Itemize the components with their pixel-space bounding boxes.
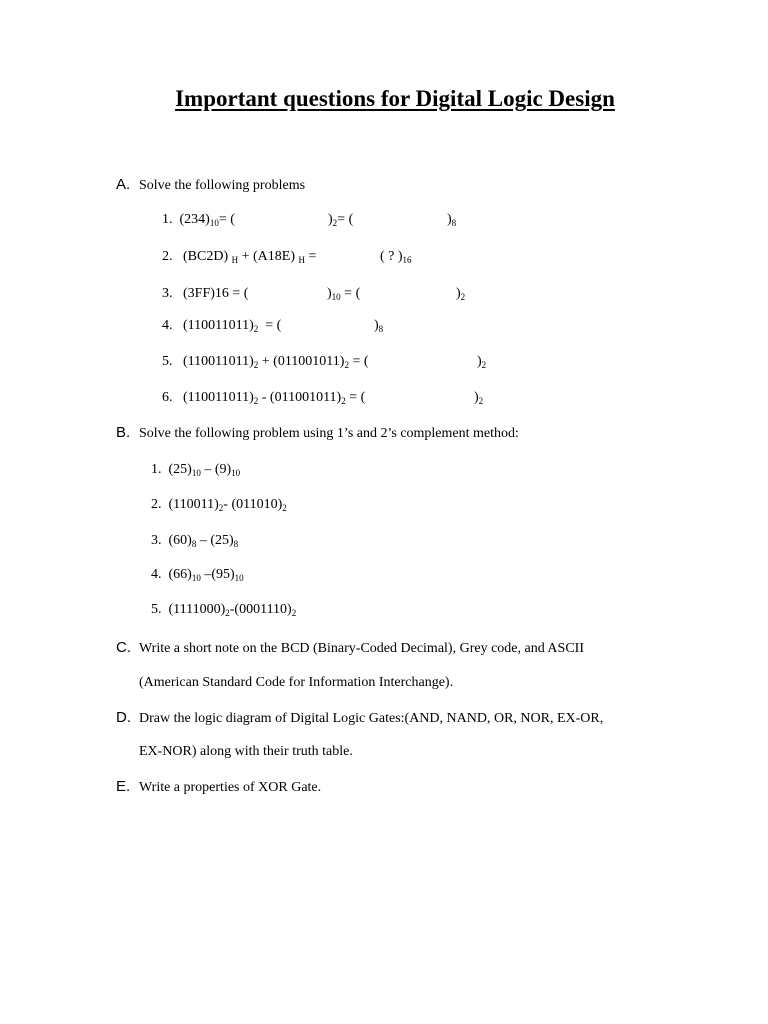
list-item: 2. $(110011)_2-$ $(011010)_2$ xyxy=(151,497,287,513)
section-d-letter: D. xyxy=(116,709,131,726)
list-item-answer-blank: )$_8$ xyxy=(374,318,384,334)
section-c-letter: C. xyxy=(116,639,131,656)
list-item: 5. $(110011011)_2 + (011001011)_2$ = ( xyxy=(162,354,369,370)
list-item: 6. $(110011011)_2 - (011001011)_2$ = ( xyxy=(162,390,366,406)
section-b-heading: Solve the following problem using 1’s and 2’s complement method: xyxy=(139,426,519,441)
list-item: 4. $(66)_{10}$ $-(95)_{10}$ xyxy=(151,567,244,583)
list-item: 5. $(1111000)_2-(0001110)_2$ xyxy=(151,602,297,618)
list-item: 1. $(25)_{10} - (9)_{10}$ xyxy=(151,462,241,478)
list-item-answer-blank: )$_{10}$ = ( xyxy=(327,286,361,302)
list-item-answer-blank: )$_2$ xyxy=(474,390,484,406)
list-item: 3. (3FF)16 = ( xyxy=(162,286,249,301)
list-item-answer-blank: )$_2=$ ( xyxy=(328,212,354,228)
list-item: 3. $(60)_8 - (25)_8$ xyxy=(151,533,239,549)
section-e-letter: E. xyxy=(116,778,131,795)
page-title: Important questions for Digital Logic Design xyxy=(175,86,615,111)
section-e-text-line-1: Write a properties of XOR Gate. xyxy=(139,780,322,795)
list-item-answer-blank: )$_2$ xyxy=(456,286,466,302)
section-a-heading: Solve the following problems xyxy=(139,178,306,193)
list-item-answer-blank: )$_2$ xyxy=(477,354,487,370)
section-b-letter: B. xyxy=(116,424,131,441)
item-number: 1. xyxy=(162,212,173,227)
list-item-answer-blank: )$_8$ xyxy=(447,212,457,228)
section-d-text-line-1: Draw the logic diagram of Digital Logic Gates:(AND, NAND, OR, NOR, EX-OR, xyxy=(139,711,604,726)
list-item: 2. (BC2D) $_H$ + (A18E) $_H$ = xyxy=(162,249,317,265)
section-c-text-line-1: Write a short note on the BCD (Binary-Coded Decimal), Grey code, and ASCII xyxy=(139,641,584,656)
list-item: 4. $(110011011)_2$ = ( xyxy=(162,318,282,334)
list-item-answer-blank: ( ? )$_{16}$ xyxy=(380,249,412,265)
section-a-letter: A. xyxy=(116,176,131,193)
section-d-text-line-2: EX-NOR) along with their truth table. xyxy=(139,744,353,759)
section-c-text-line-2: (American Standard Code for Information Interchange). xyxy=(139,675,454,690)
list-item: 1. $(234)_{10}=$ ( xyxy=(162,212,235,228)
